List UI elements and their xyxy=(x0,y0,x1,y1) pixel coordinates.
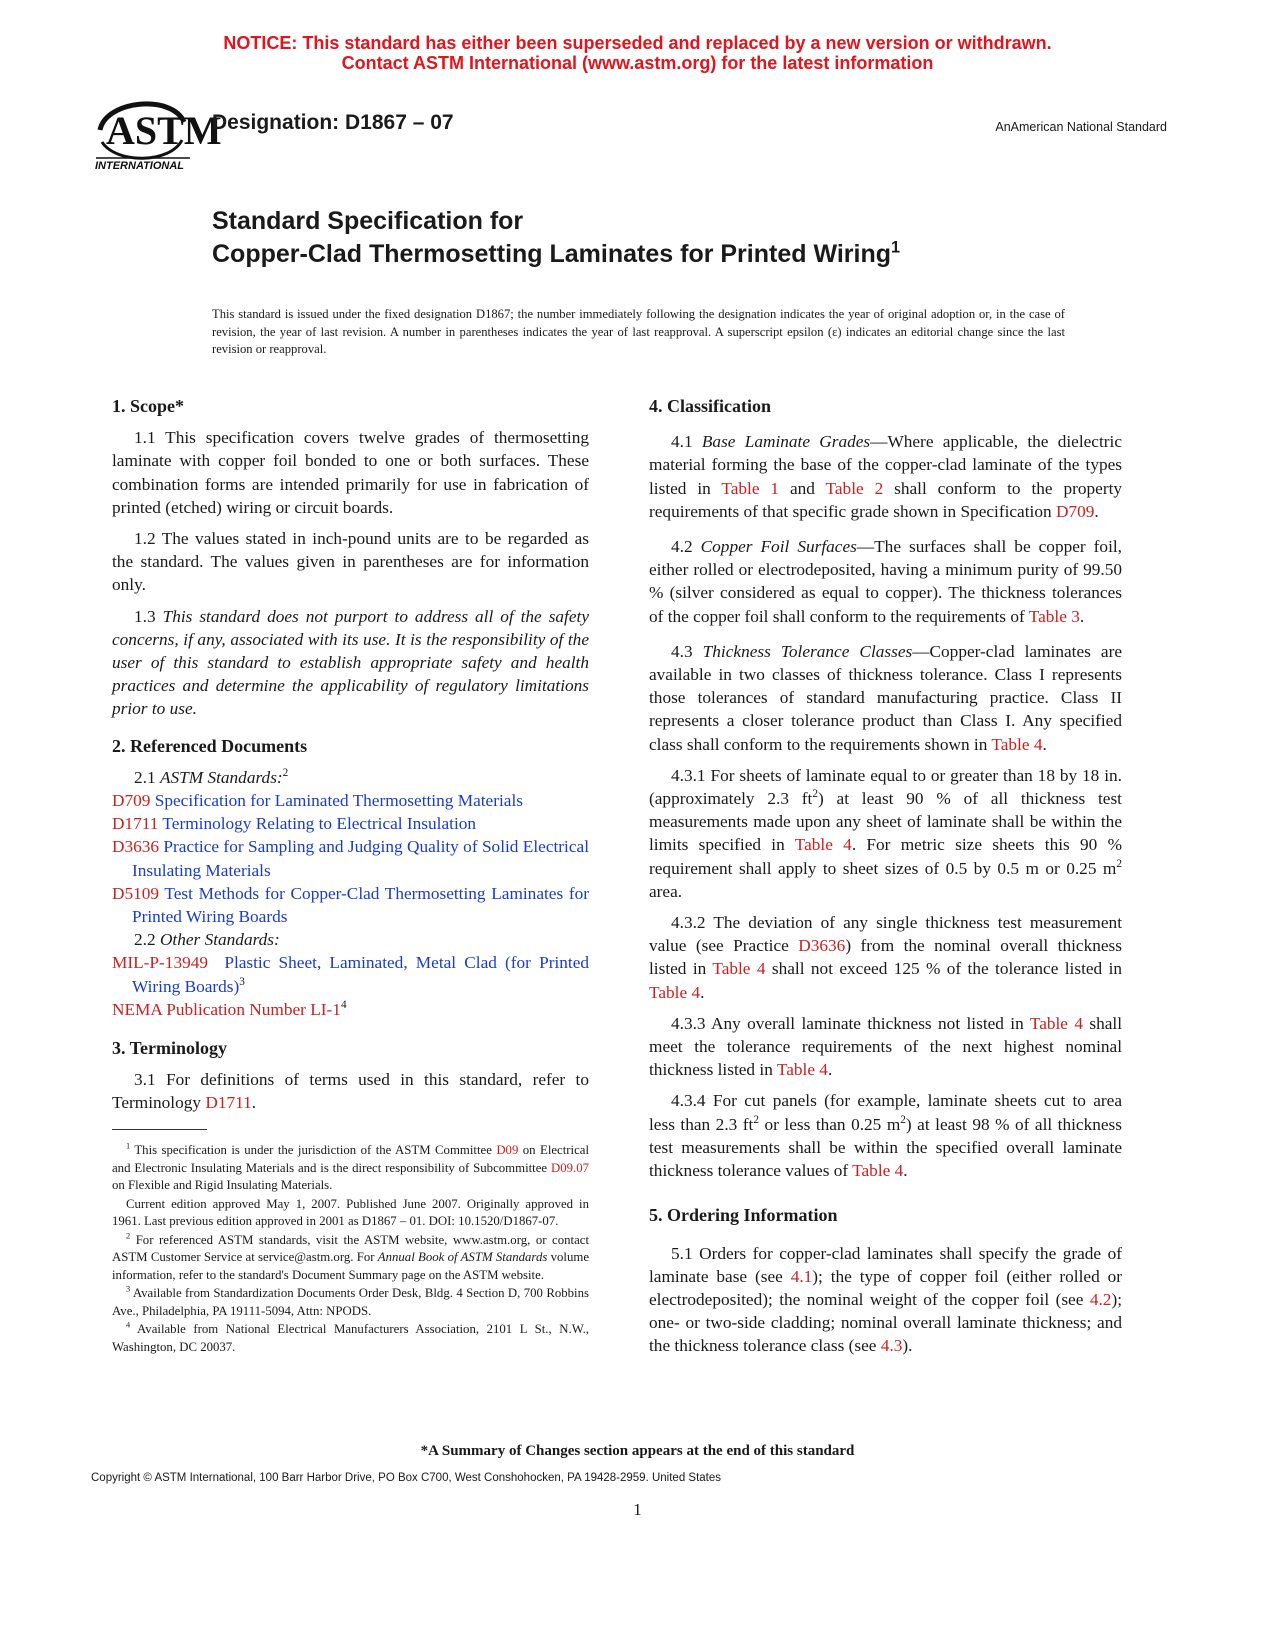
text: area. xyxy=(649,881,683,901)
sup: 2 xyxy=(812,788,818,801)
footnote-1 xyxy=(112,1142,589,1195)
title-footnote-mark: 1 xyxy=(891,238,901,257)
ref-title[interactable]: Test Methods for Copper-Clad Thermosetting Laminates for Printed Wiring Boards xyxy=(132,883,589,927)
mil-footnote-mark: 3 xyxy=(239,975,245,988)
other-standards-label xyxy=(112,928,589,951)
num: 4.3 xyxy=(671,641,693,661)
reference-d3636[interactable] xyxy=(112,835,589,881)
para-4-3-title: Thickness Tolerance Classes xyxy=(702,641,913,661)
terminology-heading: 3. Terminology xyxy=(112,1038,228,1059)
ref-code[interactable]: MIL-P-13949 xyxy=(112,953,209,973)
link-table-4[interactable]: Table 4 xyxy=(794,835,852,855)
link-4-1[interactable]: 4.1 xyxy=(790,1266,813,1286)
text: 4.3.1 For sheets of laminate equal to or greater than 18 by 18 in. (approximately 2.3 ft xyxy=(649,765,1122,809)
reference-d5109[interactable] xyxy=(112,882,589,928)
fn2-italic: Annual Book of ASTM Standards xyxy=(377,1250,548,1264)
text: . xyxy=(700,982,705,1002)
text: or less than 0.25 m xyxy=(758,1114,901,1134)
reference-nema[interactable] xyxy=(112,998,589,1021)
link-d1711[interactable]: D1711 xyxy=(205,1093,252,1113)
svg-text:ASTM: ASTM xyxy=(106,108,222,153)
link-table-4[interactable]: Table 4 xyxy=(712,959,766,979)
fn-mark: 2 xyxy=(126,1231,131,1241)
para-1-3-num: 1.3 xyxy=(134,606,156,626)
american-national-standard: AnAmerican National Standard xyxy=(995,120,1167,134)
title-line-2 xyxy=(212,238,900,271)
notice-line-2: Contact ASTM International (www.astm.org) for the latest information xyxy=(341,53,934,73)
text: . xyxy=(827,1060,833,1080)
para-1-3 xyxy=(112,605,589,721)
para-1-1: 1.1 This specification covers twelve grades of thermosetting laminate with copper foil bonded to one or both surfaces. These combination forms are intended primarily for use in fabrication of printed (etched) wiring or circuit boards. xyxy=(112,428,589,517)
link-table-2[interactable]: Table 2 xyxy=(825,478,884,498)
referenced-documents-heading: 2. Referenced Documents xyxy=(112,735,308,756)
left-column xyxy=(112,395,589,1123)
fn-mark: 4 xyxy=(126,1320,131,1330)
fn3-text: Available from Standardization Documents Order Desk, Bldg. 4 Section D, 700 Robbins Ave., Philadelphia, PA 19111-5094, Attn: NPODS. xyxy=(112,1286,589,1318)
astm-logo xyxy=(92,92,222,172)
para-4-1 xyxy=(649,430,1122,523)
link-table-1[interactable]: Table 1 xyxy=(721,478,780,498)
text: . xyxy=(1079,606,1085,626)
text: 4.3.2 The deviation of any single thickness test measurement value (see Practice xyxy=(649,913,1122,956)
text: 4.3.3 Any overall laminate thickness not listed in xyxy=(671,1013,1024,1033)
para-4-3-2 xyxy=(649,911,1122,1004)
para-4-2-title: Copper Foil Surfaces xyxy=(700,537,857,557)
text: ). xyxy=(902,1336,913,1356)
fn2-text-a: For referenced ASTM standards, visit the ASTM website, www.astm.org, or contact ASTM Customer Service at service@astm.org. For xyxy=(112,1232,589,1264)
footnote-2 xyxy=(112,1232,589,1285)
logo-text: INTERNATIONAL xyxy=(95,160,185,172)
link-table-4[interactable]: Table 4 xyxy=(991,734,1043,754)
link-table-4[interactable]: Table 4 xyxy=(852,1161,904,1181)
ref-title[interactable]: Specification for Laminated Thermosetting Materials xyxy=(154,791,523,811)
link-table-4[interactable]: Table 4 xyxy=(649,982,701,1002)
text: . xyxy=(1094,501,1099,521)
para-3-1 xyxy=(112,1068,589,1114)
text: —Where applicable, the dielectric material forming the base of the copper-clad laminate of the types listed in xyxy=(649,432,1122,498)
copyright: Copyright © ASTM International, 100 Barr Harbor Drive, PO Box C700, West Conshohocken, PA 19428-2959. United States xyxy=(91,1472,722,1484)
astm-label-num: 2.1 xyxy=(134,767,156,787)
text: . xyxy=(1042,734,1047,754)
para-3-1-text: 3.1 For definitions of terms used in this standard, refer to Terminology xyxy=(112,1070,589,1113)
nema-footnote-mark: 4 xyxy=(340,999,347,1012)
classification-heading: 4. Classification xyxy=(649,396,772,416)
link-d09-07[interactable]: D09.07 xyxy=(550,1160,590,1175)
astm-emblem-icon xyxy=(92,92,222,172)
page-title xyxy=(212,205,900,271)
notice-line-1: NOTICE: This standard has either been superseded and replaced by a new version or withdrawn. xyxy=(223,33,1052,53)
footnote-4 xyxy=(112,1321,589,1356)
title-line-2-text: Copper-Clad Thermosetting Laminates for Printed Wiring xyxy=(212,240,891,268)
sup: 2 xyxy=(1116,857,1122,870)
text: shall conform to the property requirements of that specific grade shown in Specification xyxy=(649,478,1123,521)
text: —The surfaces shall be copper foil, either rolled or electrodeposited, having a minimum purity of 99.50 % (silver considered as equal to copper). The thickness tolerances of the copper foil shall conform to the requirements of xyxy=(649,537,1122,626)
text: ) at least 98 % of all thickness test measurements shall be within the specified overall laminate thickness tolerance values of xyxy=(649,1114,1123,1181)
para-4-3-1 xyxy=(649,764,1122,903)
num: 4.2 xyxy=(671,537,693,557)
para-5-1 xyxy=(649,1242,1122,1358)
link-d709[interactable]: D709 xyxy=(1055,501,1095,521)
scope-heading: 1. Scope* xyxy=(112,396,184,416)
issued-note: This standard is issued under the fixed designation D1867; the number immediately following the designation indicates the year of original adoption or, in the case of revision, the year of last revision. A number in parentheses indicates the year of last reapproval. A superscript epsilon (ε) indicates an editorial change since the last revision or reapproval. xyxy=(212,307,1065,356)
supersession-notice xyxy=(0,33,1275,73)
reference-mil-p-13949[interactable] xyxy=(112,951,589,997)
footnote-1-edition: Current edition approved May 1, 2007. Published June 2007. Originally approved in 1961. Last previous edition approved in 2001 as D1867 – 01. DOI: 10.1520/D1867-07. xyxy=(112,1196,589,1228)
reference-d1711[interactable] xyxy=(112,812,589,835)
sup: 2 xyxy=(753,1113,759,1126)
fn1-text-a: This specification is under the jurisdiction of the ASTM Committee xyxy=(134,1143,492,1157)
ref-code[interactable]: D5109 xyxy=(112,883,160,903)
title-line-1: Standard Specification for xyxy=(212,207,524,235)
other-label-num: 2.2 xyxy=(134,930,156,950)
text: ); one- or two-side cladding; nominal overall laminate thickness; and the thickness tolerance class (see xyxy=(649,1289,1122,1356)
fn-mark: 3 xyxy=(126,1284,131,1294)
para-4-3-4 xyxy=(649,1089,1122,1182)
ref-title[interactable]: NEMA Publication Number LI-1 xyxy=(112,999,341,1019)
text: —Copper-clad laminates are available in two classes of thickness tolerance. Class I represents those tolerances of standard manufacturing practice. Class II represents a closer tolerance product than Class I. Any specified class shall conform to the requirements shown in xyxy=(649,641,1123,754)
ref-title[interactable]: Practice for Sampling and Judging Quality of Solid Electrical Insulating Materials xyxy=(132,837,589,880)
link-table-4[interactable]: Table 4 xyxy=(776,1060,828,1080)
footnotes xyxy=(112,1142,589,1357)
fn2-text-b: volume information, refer to the standard's Document Summary page on the ASTM website. xyxy=(112,1250,589,1282)
footnote-3 xyxy=(112,1285,589,1320)
fn4-text: Available from National Electrical Manufacturers Association, 2101 L St., N.W., Washington, DC 20037. xyxy=(112,1322,590,1354)
para-1-3-text: This standard does not purport to address all of the safety concerns, if any, associated with its use. It is the responsibility of the user of this standard to establish appropriate safety and health practices and determine the applicability of regulatory limitations prior to use. xyxy=(112,606,589,719)
num: 4.1 xyxy=(671,432,693,452)
para-4-3 xyxy=(649,640,1122,756)
page-number: 1 xyxy=(633,1500,642,1519)
ref-code[interactable]: D709 xyxy=(112,791,151,811)
para-4-3-3 xyxy=(649,1012,1122,1082)
link-d3636[interactable]: D3636 xyxy=(798,936,846,956)
reference-list xyxy=(112,789,589,928)
ref-title[interactable]: Terminology Relating to Electrical Insulation xyxy=(162,814,477,834)
text: shall meet the tolerance requirements of the next highest nominal thickness listed in xyxy=(649,1013,1123,1080)
link-4-3[interactable]: 4.3 xyxy=(880,1336,903,1356)
text: . xyxy=(903,1161,908,1181)
ref-code[interactable]: D1711 xyxy=(112,814,159,834)
text: . For metric size sheets this 90 % requirement shall apply to sheet sizes of 0.5 by 0.5 m or 0.25 m xyxy=(649,835,1122,878)
sup: 2 xyxy=(900,1113,906,1126)
astm-label-mark: 2 xyxy=(282,767,289,780)
para-3-1-end: . xyxy=(251,1093,257,1113)
astm-label-text: ASTM Standards: xyxy=(159,767,283,787)
text: shall not exceed 125 % of the tolerance listed in xyxy=(771,959,1123,979)
fn1-text-b: on Electrical and Electronic Insulating Materials and is the direct responsibility of Subcommittee xyxy=(112,1143,590,1175)
ref-title[interactable]: Plastic Sheet, Laminated, Metal Clad (for Printed Wiring Boards) xyxy=(132,953,590,996)
footnote-divider xyxy=(112,1129,207,1130)
link-table-4[interactable]: Table 4 xyxy=(1029,1013,1083,1033)
text: ) at least 90 % of all thickness test measurements made upon any sheet of laminate shall be within the limits specified in xyxy=(649,789,1122,855)
link-4-2[interactable]: 4.2 xyxy=(1089,1289,1112,1309)
text: 5.1 Orders for copper-clad laminates shall specify the grade of laminate base (see xyxy=(649,1243,1122,1286)
para-1-2: 1.2 The values stated in inch-pound units are to be regarded as the standard. The values given in parentheses are for information only. xyxy=(112,529,589,595)
reference-d709[interactable] xyxy=(112,789,589,812)
para-4-2 xyxy=(649,535,1122,628)
ordering-heading: 5. Ordering Information xyxy=(649,1205,838,1226)
other-label-text: Other Standards: xyxy=(159,930,280,950)
link-d09[interactable]: D09 xyxy=(496,1143,519,1157)
designation: Designation: D1867 – 07 xyxy=(212,111,454,134)
link-table-3[interactable]: Table 3 xyxy=(1028,606,1080,626)
summary-of-changes-note: *A Summary of Changes section appears at the end of this standard xyxy=(420,1443,855,1459)
fn-mark: 1 xyxy=(126,1141,131,1151)
right-column xyxy=(649,395,1122,1366)
astm-standards-label xyxy=(112,766,589,789)
text: and xyxy=(789,478,815,498)
text: ) from the nominal overall thickness listed in xyxy=(649,936,1122,979)
ref-code[interactable]: D3636 xyxy=(112,837,160,857)
text: 4.3.4 For cut panels (for example, laminate sheets cut to area less than 2.3 ft xyxy=(649,1091,1122,1134)
text: ); the type of copper foil (either rolled or electrodeposited); the nominal weight of the copper foil (see xyxy=(649,1266,1122,1309)
fn1-text-c: on Flexible and Rigid Insulating Materials. xyxy=(112,1178,333,1192)
para-4-1-title: Base Laminate Grades xyxy=(701,432,871,452)
